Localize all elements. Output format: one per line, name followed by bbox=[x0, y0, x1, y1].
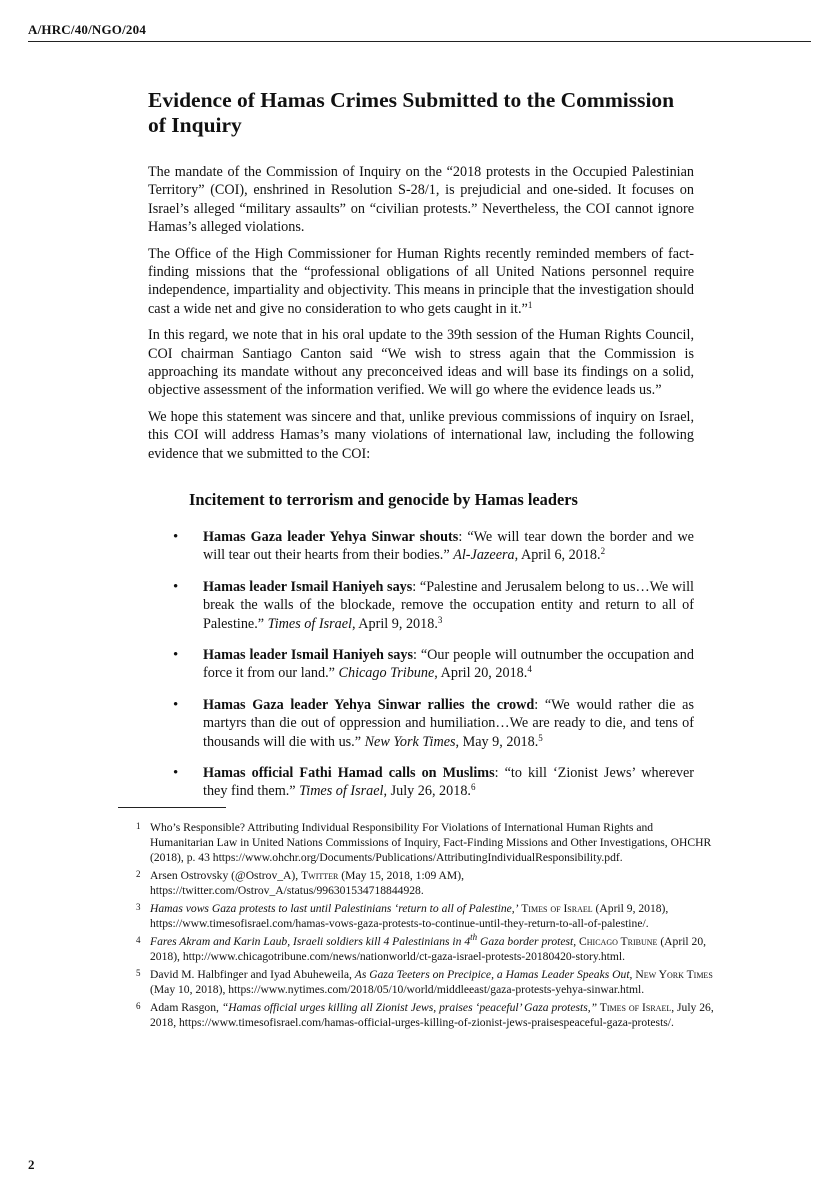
bullet-icon: • bbox=[173, 529, 179, 545]
footnote-ref-2[interactable]: 2 bbox=[600, 546, 606, 557]
footnote-source: Chicago Tribune bbox=[579, 935, 658, 948]
paragraph-hope: We hope this statement was sincere and that, unlike previous commissions of inquiry on Israel, this COI will address Hamas’s many violations of international law, including the following evidence that we submitted to the COI: bbox=[148, 408, 694, 462]
footnote-title-part: Fares Akram and Karin Laub, Israeli soldiers kill 4 Palestinians in 4 bbox=[150, 935, 471, 948]
bullet-lead: Hamas Gaza leader Yehya Sinwar rallies the crowd bbox=[203, 696, 535, 713]
footnote-6 bbox=[118, 1000, 718, 1030]
footnote-1 bbox=[118, 820, 718, 865]
bullet-date: , April 6, 2018. bbox=[514, 547, 601, 564]
paragraph-ohchr bbox=[148, 245, 694, 319]
list-item bbox=[173, 764, 694, 801]
footnote-5 bbox=[118, 967, 718, 997]
footnote-number: 3 bbox=[136, 902, 141, 912]
footnote-ref-5[interactable]: 5 bbox=[538, 732, 543, 743]
ordinal-suffix: th bbox=[470, 932, 478, 942]
bullet-quote: : “Our people will outnumber the occupation and force it from our land.” bbox=[203, 647, 694, 682]
bullet-source: Chicago Tribune bbox=[338, 665, 435, 682]
page-number: 2 bbox=[28, 1157, 35, 1172]
bullet-icon: • bbox=[173, 696, 179, 713]
footnote-citation[interactable]: (May 10, 2018), https://www.nytimes.com/2018/05/10/world/middleeast/gaza-protests-yehya-sinwar.html. bbox=[150, 983, 645, 996]
footnote-title: Hamas vows Gaza protests to last until Palestinians ‘return to all of Palestine,’ bbox=[150, 902, 519, 915]
bullet-quote: : “We will tear down the border and we will tear out their hearts from their bodies.” bbox=[203, 529, 694, 564]
footnotes bbox=[118, 820, 718, 1033]
footnote-title: “Hamas official urges killing all Zionist Jews, praises ‘peaceful’ Gaza protests,” bbox=[221, 1001, 598, 1014]
bullet-icon: • bbox=[173, 647, 179, 664]
footnote-ref-3[interactable]: 3 bbox=[437, 614, 443, 625]
footnote-number: 2 bbox=[136, 869, 141, 879]
footnote-number: 5 bbox=[136, 968, 141, 978]
footnote-citation[interactable]: (May 15, 2018, 1:09 AM), https://twitter.com/Ostrov_A/status/996301534718844928. bbox=[150, 869, 464, 897]
paragraph-mandate: The mandate of the Commission of Inquiry on the “2018 protests in the Occupied Palestinian Territory” (COI), enshrined in Resolution S-28/1, is prejudicial and one-sided. It focuses on Israel’s alleged “military assaults” on “civilian protests.” Nevertheless, the COI cannot ignore Hamas’s alleged violations. bbox=[148, 164, 694, 236]
footnote-ref-1[interactable]: 1 bbox=[527, 299, 533, 310]
section-heading-incitement: Incitement to terrorism and genocide by Hamas leaders bbox=[189, 490, 578, 509]
footnote-citation[interactable]: (April 9, 2018), https://www.timesofisrael.com/hamas-vows-gaza-protests-to-continue-until-they-return-to-all-of-palestine/. bbox=[150, 902, 669, 930]
bullet-date: , April 20, 2018. bbox=[434, 665, 528, 682]
bullet-quote: : “Palestine and Jerusalem belong to us…We will break the walls of the blockade, remove the occupation entity and return to all of Palestine.” bbox=[203, 578, 695, 632]
list-item bbox=[173, 646, 694, 683]
footnote-source: Times of Israel bbox=[597, 1001, 672, 1014]
bullet-source: Times of Israel bbox=[267, 615, 352, 632]
bullet-icon: • bbox=[173, 765, 179, 782]
bullet-lead: Hamas leader Ismail Haniyeh says bbox=[203, 647, 414, 664]
footnote-source: New York Times bbox=[635, 968, 713, 981]
footnote-ref-6[interactable]: 6 bbox=[470, 782, 476, 793]
bullet-date: , July 26, 2018. bbox=[383, 783, 471, 800]
footnote-comma: , bbox=[629, 968, 636, 981]
bullet-lead: Hamas official Fathi Hamad calls on Muslims bbox=[203, 765, 495, 782]
footnote-4 bbox=[118, 934, 718, 964]
footnote-number: 4 bbox=[136, 935, 141, 945]
bullet-date: , May 9, 2018. bbox=[455, 733, 539, 750]
bullet-date: , April 9, 2018. bbox=[351, 615, 438, 632]
footnote-source: Times of Israel bbox=[518, 902, 593, 915]
footnote-author: Adam Rasgon, bbox=[150, 1001, 222, 1014]
footnote-citation[interactable]: (April 20, 2018), http://www.chicagotribune.com/news/nationworld/ct-gaza-israel-protests-20180420-story.html. bbox=[150, 935, 707, 963]
footnote-title: As Gaza Teeters on Precipice, a Hamas Leader Speaks Out bbox=[354, 968, 630, 981]
bullet-quote: : “We would rather die as martyrs than die out of oppression and humiliation…We are ready to die, and tens of thousands will die with us.” bbox=[203, 696, 695, 750]
footnote-number: 6 bbox=[136, 1001, 141, 1011]
bullet-source: Al-Jazeera bbox=[453, 547, 515, 564]
evidence-list bbox=[173, 528, 694, 814]
footnote-author: Arsen Ostrovsky (@Ostrov_A), bbox=[150, 869, 302, 882]
footnote-text: Who’s Responsible? Attributing Individual Responsibility For Violations of International Human Rights and Humanitarian Law in United Nations Commissions of Inquiry, Fact-Finding Missions and Other Investigations, OHCHR (2018), p. 43 https://www.ohchr.org/Documents/Publications/AttributingIndividualResponsibility.pdf. bbox=[150, 821, 712, 864]
footnote-title bbox=[150, 932, 574, 948]
bullet-source: New York Times bbox=[364, 733, 456, 750]
footnote-comma: , bbox=[573, 935, 580, 948]
paragraph-canton: In this regard, we note that in his oral update to the 39th session of the Human Rights Council, COI chairman Santiago Canton said “We wish to stress again that the Commission is approaching its mandate without any preconceived ideas and will base its findings on a solid, objective assessment of the information verified. We will go where the evidence leads us.” bbox=[148, 327, 694, 399]
main-content bbox=[148, 88, 694, 463]
footnote-author: David M. Halbfinger and Iyad Abuheweila, bbox=[150, 968, 355, 981]
paragraph-ohchr-text: The Office of the High Commissioner for Human Rights recently reminded members of fact-finding missions that the “professional obligations of all United Nations personnel require independence, impartiality and objectivity. This means in principle that the investigation should cast a wide net and give no consideration to who gets caught in it.” bbox=[148, 245, 694, 317]
footnote-number: 1 bbox=[136, 821, 141, 831]
footnote-3 bbox=[118, 901, 718, 931]
list-item bbox=[173, 528, 694, 565]
footnote-ref-4[interactable]: 4 bbox=[527, 664, 532, 675]
bullet-icon: • bbox=[173, 578, 179, 595]
document-symbol: A/HRC/40/NGO/204 bbox=[28, 22, 811, 42]
list-item bbox=[173, 696, 694, 751]
footnote-separator bbox=[118, 807, 226, 808]
bullet-lead: Hamas leader Ismail Haniyeh says bbox=[203, 578, 413, 595]
footnote-title-part: Gaza border protest bbox=[477, 935, 574, 948]
bullet-source: Times of Israel bbox=[299, 783, 384, 800]
footnote-source: Twitter bbox=[301, 869, 339, 882]
page-title: Evidence of Hamas Crimes Submitted to the Commission of Inquiry bbox=[148, 88, 675, 137]
list-item bbox=[173, 578, 694, 633]
bullet-lead: Hamas Gaza leader Yehya Sinwar shouts bbox=[203, 529, 459, 545]
footnote-citation[interactable]: , July 26, 2018, https://www.timesofisrael.com/hamas-official-urges-killing-of-zionist-jews-praisespeaceful-gaza-protests/. bbox=[150, 1001, 714, 1029]
bullet-quote: : “to kill ‘Zionist Jews’ wherever they find them.” bbox=[203, 765, 695, 800]
footnote-2 bbox=[118, 868, 718, 898]
